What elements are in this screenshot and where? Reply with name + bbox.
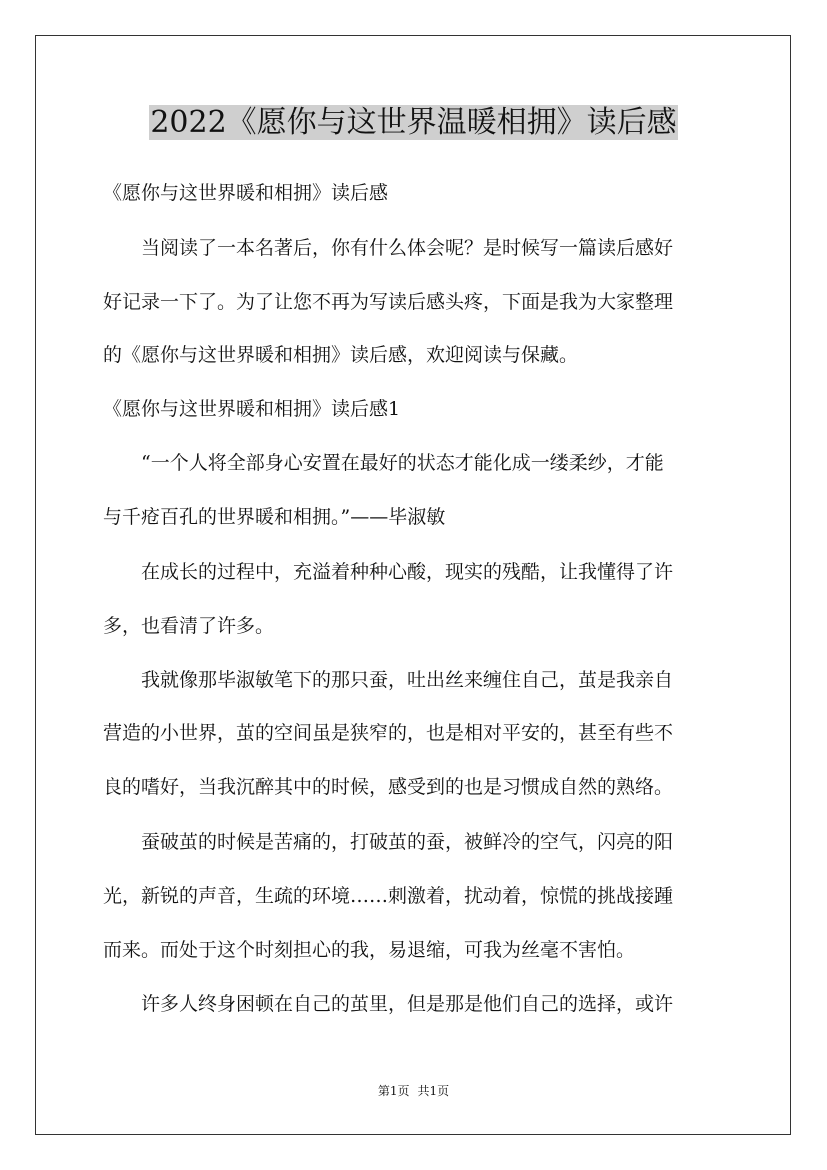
subtitle-line: 《愿你与这世界暖和相拥》读后感: [103, 182, 389, 204]
body-line: 良的嗜好，当我沉醉其中的时候，感受到的也是习惯成自然的熟络。: [103, 776, 674, 798]
body-line: 多，也看清了许多。: [103, 615, 275, 637]
body-line: 好记录一下了。为了让您不再为写读后感头疼，下面是我为大家整理: [103, 291, 674, 313]
page-total: 共1页: [417, 1084, 450, 1098]
body-line: 在成长的过程中，充溢着种种心酸，现实的残酷，让我懂得了许: [103, 561, 674, 583]
document-title: [0, 97, 827, 149]
body-line: 蚕破茧的时候是苦痛的，打破茧的蚕，被鲜冷的空气，闪亮的阳: [103, 831, 674, 853]
body-line: 我就像那毕淑敏笔下的那只蚕，吐出丝来缠住自己，茧是我亲自: [103, 669, 674, 691]
body-line: 光，新锐的声音，生疏的环境……刺激着，扰动着，惊慌的挑战接踵: [103, 885, 674, 907]
body-line: 而来。而处于这个时刻担心的我，易退缩，可我为丝毫不害怕。: [103, 939, 636, 961]
section-heading: 《愿你与这世界暖和相拥》读后感1: [103, 398, 401, 420]
page-number: 第1页: [377, 1084, 410, 1098]
body-line: 当阅读了一本名著后，你有什么体会呢？是时候写一篇读后感好: [103, 237, 674, 259]
title-text: 2022《愿你与这世界温暖相拥》读后感: [150, 105, 677, 140]
body-line: 与千疮百孔的世界暖和相拥。”——毕淑敏: [103, 506, 446, 528]
page-footer: [0, 1083, 827, 1099]
body-line: 营造的小世界，茧的空间虽是狭窄的，也是相对平安的，甚至有些不: [103, 722, 674, 744]
body-line: 的《愿你与这世界暖和相拥》读后感，欢迎阅读与保藏。: [103, 344, 579, 366]
body-line: 许多人终身困顿在自己的茧里，但是那是他们自己的选择，或许: [103, 993, 674, 1015]
body-line: “一个人将全部身心安置在最好的状态才能化成一缕柔纱，才能: [103, 452, 664, 474]
